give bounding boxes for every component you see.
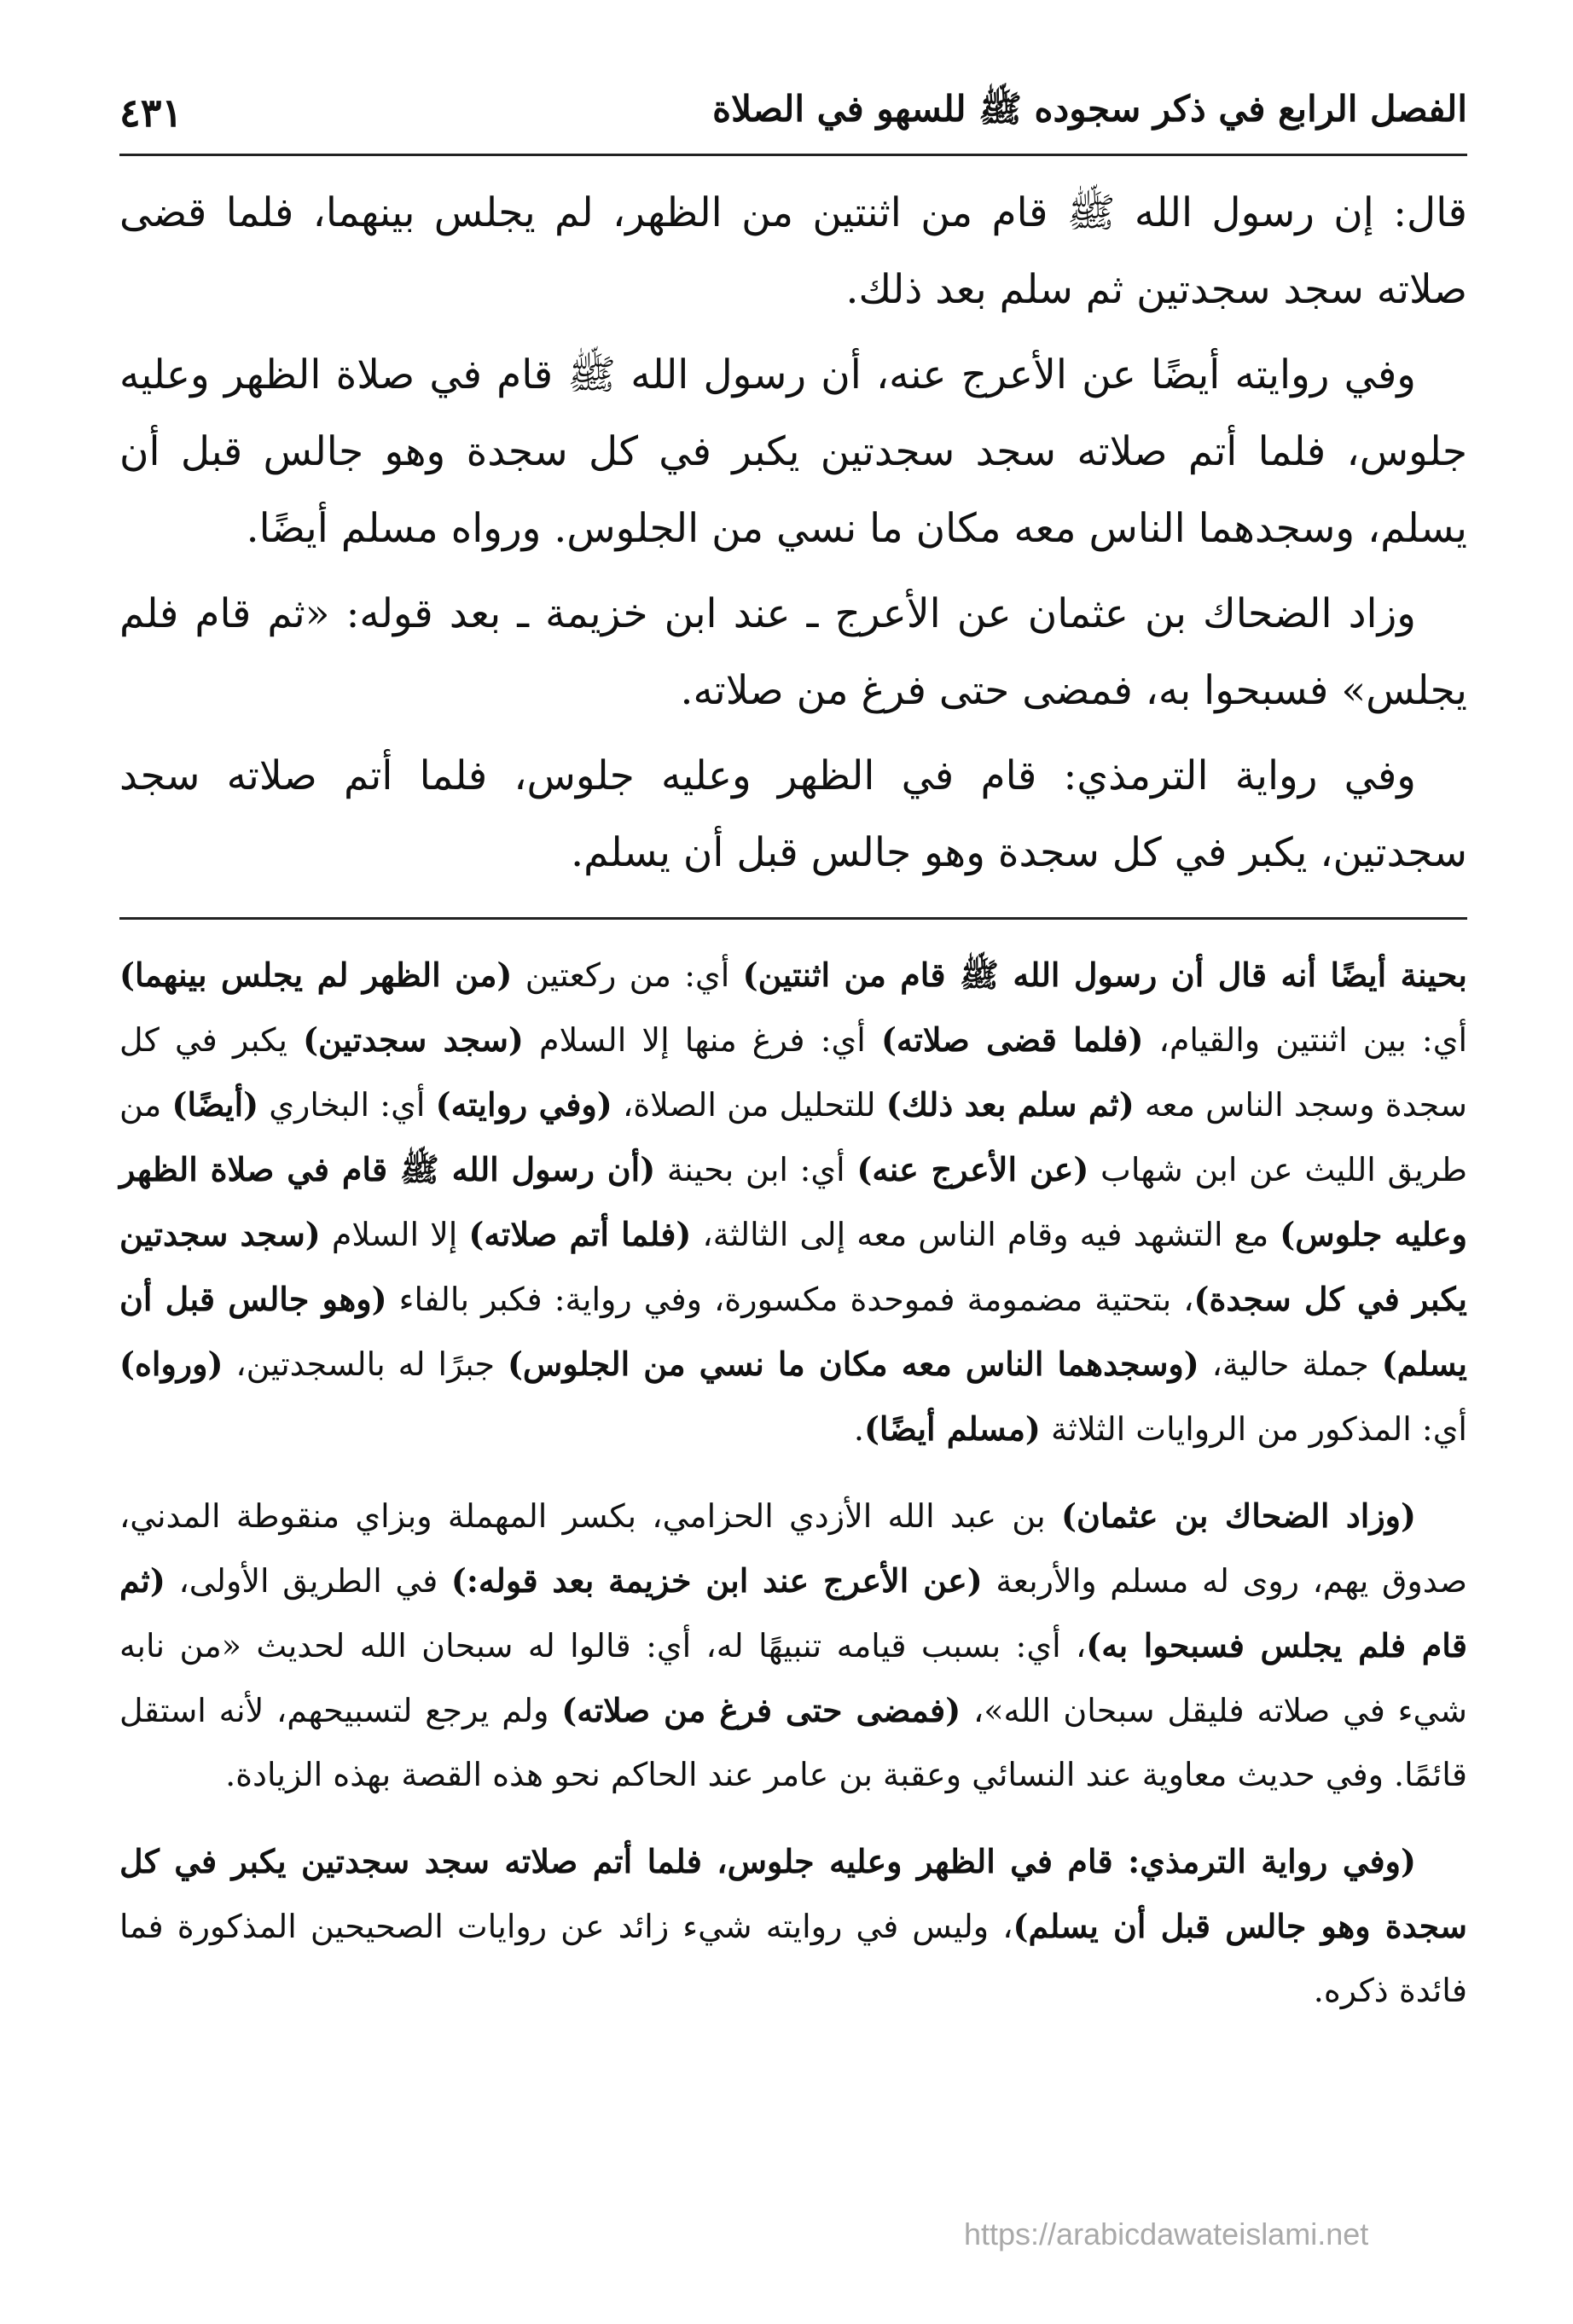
quoted-text: (ثم قام فلم يجلس فسبحوا به)	[119, 1561, 1467, 1665]
quoted-text: (ورواه)	[119, 1345, 223, 1383]
commentary-paragraph	[119, 1829, 1467, 2023]
main-paragraph: وفي روايته أيضًا عن الأعرج عنه، أن رسول الله ﷺ قام في صلاة الظهر وعليه جلوس، فلما أتم صلاته سجد سجدتين يكبر في كل سجدة وهو جالس قبل أن يسلم، وسجدهما الناس معه مكان ما نسي من الجلوس. ورواه مسلم أيضًا.	[119, 352, 1467, 552]
quoted-text: (فلما أتم صلاته)	[468, 1215, 692, 1253]
quoted-text: (عن الأعرج عند ابن خزيمة بعد قوله:)	[450, 1561, 983, 1600]
quoted-text: (من الظهر لم يجلس بينهما)	[119, 956, 513, 994]
commentary-text: أي: البخاري	[258, 1086, 436, 1124]
main-paragraph: قال: إن رسول الله ﷺ قام من اثنتين من الظهر، لم يجلس بينهما، فلما قضى صلاته سجد سجدتين ثم سلم بعد ذلك.	[119, 189, 1467, 313]
quoted-text: (فمضى حتى فرغ من صلاته)	[561, 1691, 961, 1729]
footnote-divider	[119, 917, 1467, 920]
commentary-text: أي: من ركعتين	[512, 956, 743, 994]
commentary-text: للتحليل من الصلاة،	[612, 1086, 886, 1124]
quoted-text: (سجد سجدتين يكبر في كل سجدة)	[119, 1215, 1468, 1318]
quoted-text: (وسجدهما الناس معه مكان ما نسي من الجلوس)	[507, 1345, 1199, 1383]
quoted-text: بحينة أيضًا أنه قال أن رسول الله ﷺ قام من اثنتين)	[742, 956, 1467, 994]
commentary-text: من طريق الليث عن ابن شهاب	[119, 1086, 1467, 1188]
commentary-text: ولم يرجع لتسبيحهم، لأنه استقل قائمًا. وفي حديث معاوية عند النسائي وعقبة بن عامر عند الحاكم نحو هذه القصة بهذه الزيادة.	[119, 1692, 1467, 1793]
running-title: الفصل الرابع في ذكر سجوده ﷺ للسهو في الصلاة	[712, 87, 1467, 130]
commentary-text: .	[853, 1410, 864, 1448]
quoted-text: (مسلم أيضًا)	[863, 1409, 1041, 1448]
quoted-text: (عن الأعرج عنه)	[856, 1150, 1089, 1188]
commentary-text: ، وليس في روايته شيء زائد عن روايات الصحيحين المذكورة فما فائدة ذكره.	[119, 1908, 1467, 2009]
header-rule	[119, 154, 1467, 156]
commentary-paragraph	[119, 1484, 1467, 1807]
page-header	[119, 78, 1467, 147]
commentary	[119, 943, 1467, 2045]
main-text	[119, 175, 1467, 900]
commentary-text: ، بتحتية مضمومة فموحدة مكسورة، وفي رواية: فكبر بالفاء	[386, 1281, 1194, 1318]
page-number: ٤٣١	[119, 90, 183, 136]
commentary-paragraph	[119, 943, 1467, 1461]
commentary-text: جبرًا له بالسجدتين،	[223, 1345, 508, 1383]
commentary-text: أي: المذكور من الروايات الثلاثة	[1040, 1410, 1467, 1448]
commentary-text: بن عبد الله الأزدي الحزامي، بكسر المهملة وبزاي منقوطة المدني، صدوق يهم، روى له مسلم والأربعة	[119, 1497, 1467, 1600]
commentary-text: أي: ابن بحينة	[655, 1151, 857, 1188]
quoted-text: (ثم سلم بعد ذلك)	[885, 1085, 1135, 1124]
commentary-text: يكبر في كل سجدة وسجد الناس معه	[119, 1021, 1467, 1124]
commentary-text: في الطريق الأولى،	[165, 1562, 451, 1600]
commentary-text: أي: بين اثنتين والقيام،	[1143, 1021, 1468, 1059]
quoted-text: (أن رسول الله ﷺ قام في صلاة الظهر وعليه جلوس)	[119, 1150, 1468, 1253]
main-paragraph: وزاد الضحاك بن عثمان عن الأعرج ـ عند ابن خزيمة ـ بعد قوله: «ثم قام فلم يجلس» فسبحوا به، فمضى حتى فرغ من صلاته.	[119, 590, 1467, 714]
commentary-text: ، أي: بسبب قيامه تنبيهًا له، أي: قالوا له سبحان الله لحديث «من نابه شيء في صلاته فليقل سبحان الله»،	[119, 1627, 1467, 1729]
quoted-text: (أيضًا)	[171, 1085, 259, 1124]
quoted-text: (وزاد الضحاك بن عثمان)	[1061, 1496, 1416, 1535]
main-paragraph: وفي رواية الترمذي: قام في الظهر وعليه جلوس، فلما أتم صلاته سجد سجدتين، يكبر في كل سجدة وهو جالس قبل أن يسلم.	[119, 752, 1467, 876]
quoted-text: (سجد سجدتين)	[303, 1020, 524, 1059]
quoted-text: (وفي رواية الترمذي: قام في الظهر وعليه جلوس، فلما أتم صلاته سجد سجدتين يكبر في كل سجدة وهو جالس قبل أن يسلم)	[119, 1842, 1468, 1945]
commentary-text: إلا السلام	[320, 1216, 469, 1253]
quoted-text: (وفي روايته)	[435, 1085, 612, 1124]
commentary-text: جملة حالية،	[1199, 1345, 1382, 1383]
quoted-text: (وهو جالس قبل أن يسلم)	[119, 1280, 1468, 1383]
commentary-text: مع التشهد فيه وقام الناس معه إلى الثالثة،	[691, 1216, 1280, 1253]
watermark-url: https://arabicdawateislami.net	[964, 2217, 1369, 2251]
quoted-text: (فلما قضى صلاته)	[880, 1020, 1144, 1059]
commentary-text: أي: فرغ منها إلا السلام	[523, 1021, 881, 1059]
